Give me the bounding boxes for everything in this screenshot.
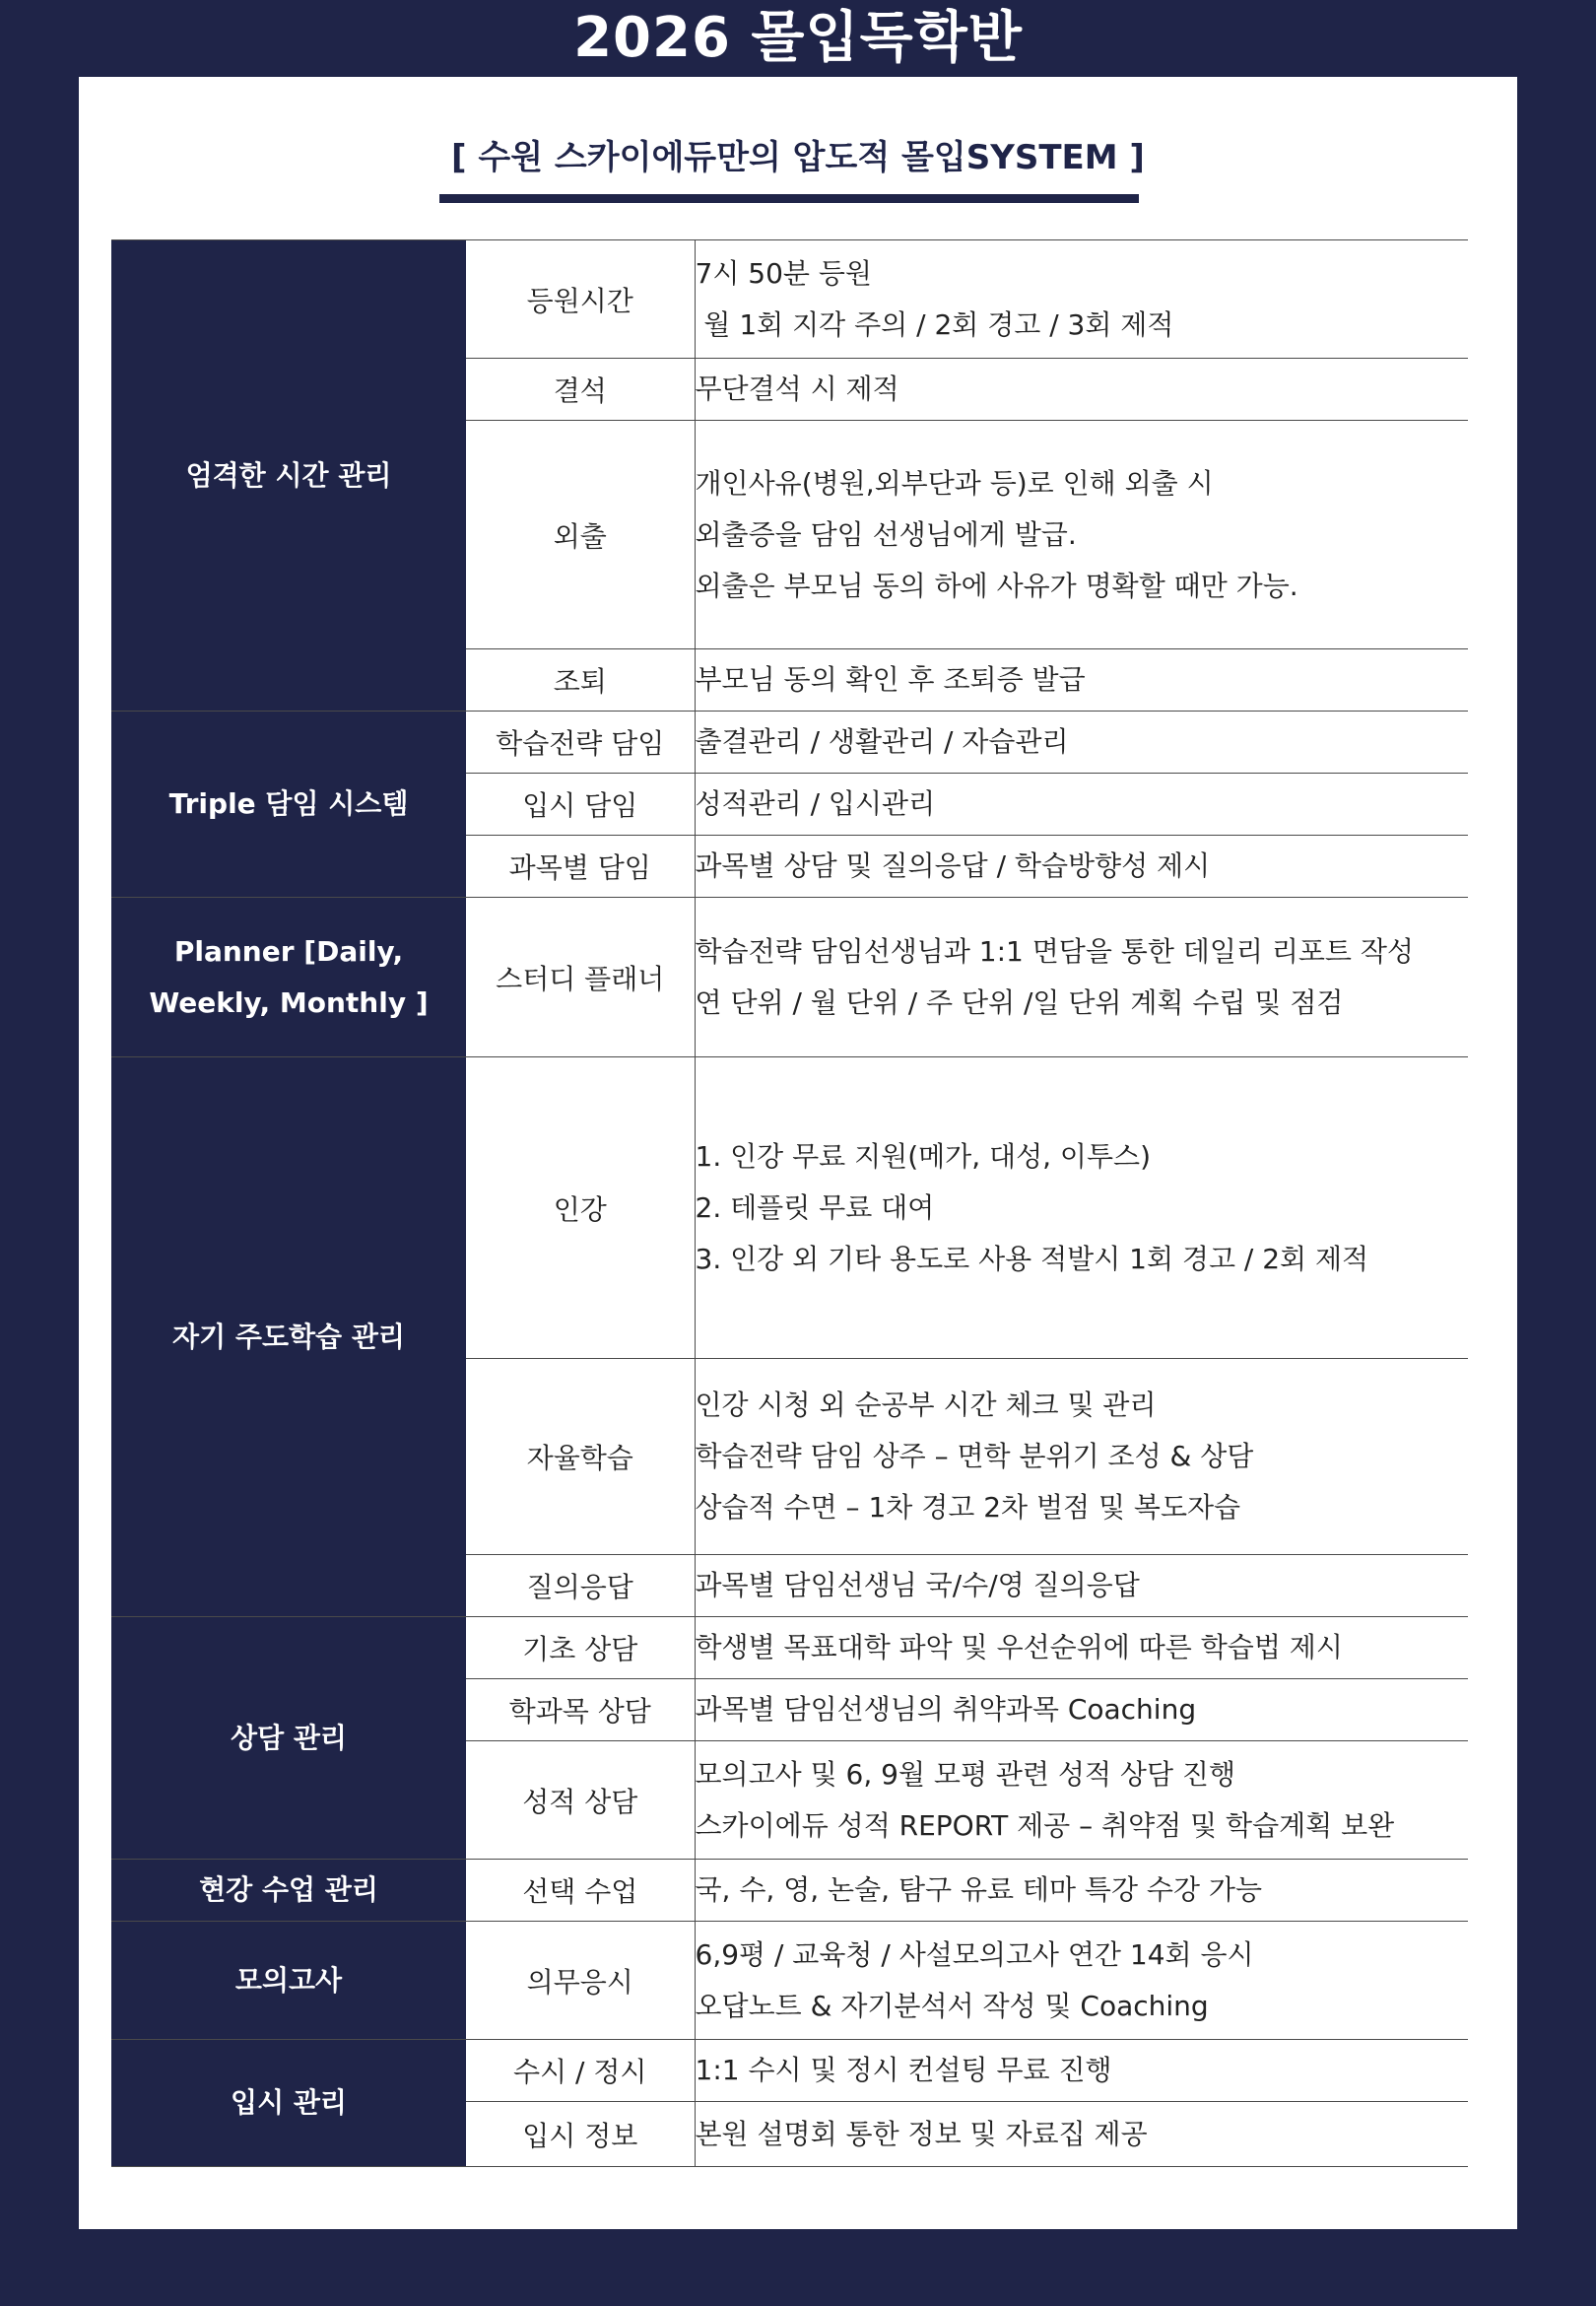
table-row xyxy=(111,1057,1468,1359)
category-self-study: 자기 주도학습 관리 xyxy=(111,1057,466,1617)
row-description: 모의고사 및 6, 9월 모평 관련 성적 상담 진행 스카이에듀 성적 REPORT 제공 – 취약점 및 학습계획 보완 xyxy=(695,1741,1468,1860)
table-row xyxy=(111,1922,1468,2040)
row-label: 성적 상담 xyxy=(466,1741,695,1860)
system-table xyxy=(111,239,1468,2167)
row-description: 본원 설명회 통한 정보 및 자료집 제공 xyxy=(695,2102,1468,2167)
category-counsel: 상담 관리 xyxy=(111,1617,466,1860)
row-description: 성적관리 / 입시관리 xyxy=(695,774,1468,836)
row-description: 과목별 상담 및 질의응답 / 학습방향성 제시 xyxy=(695,836,1468,898)
row-description: 학습전략 담임선생님과 1:1 면담을 통한 데일리 리포트 작성 연 단위 / 월 단위 / 주 단위 /일 단위 계획 수립 및 점검 xyxy=(695,898,1468,1057)
row-description: 6,9평 / 교육청 / 사설모의고사 연간 14회 응시 오답노트 & 자기분석서 작성 및 Coaching xyxy=(695,1922,1468,2040)
row-description: 1:1 수시 및 정시 컨설팅 무료 진행 xyxy=(695,2040,1468,2102)
row-label: 외출 xyxy=(466,421,695,649)
row-label: 조퇴 xyxy=(466,649,695,712)
row-label: 학습전략 담임 xyxy=(466,712,695,774)
row-label: 선택 수업 xyxy=(466,1860,695,1922)
category-admission: 입시 관리 xyxy=(111,2040,466,2167)
category-live-class: 현강 수업 관리 xyxy=(111,1860,466,1922)
row-label: 질의응답 xyxy=(466,1555,695,1617)
row-description: 과목별 담임선생님의 취약과목 Coaching xyxy=(695,1679,1468,1741)
row-description: 7시 50분 등원 월 1회 지각 주의 / 2회 경고 / 3회 제적 xyxy=(695,240,1468,359)
row-description: 국, 수, 영, 논술, 탐구 유료 테마 특강 수강 가능 xyxy=(695,1860,1468,1922)
row-description: 인강 시청 외 순공부 시간 체크 및 관리 학습전략 담임 상주 – 면학 분위기 조성 & 상담 상습적 수면 – 1차 경고 2차 벌점 및 복도자습 xyxy=(695,1359,1468,1555)
table-row xyxy=(111,240,1468,359)
table-row xyxy=(111,898,1468,1057)
row-label: 과목별 담임 xyxy=(466,836,695,898)
row-description: 무단결석 시 제적 xyxy=(695,359,1468,421)
row-label: 의무응시 xyxy=(466,1922,695,2040)
category-planner: Planner [Daily, Weekly, Monthly ] xyxy=(111,898,466,1057)
row-label: 자율학습 xyxy=(466,1359,695,1555)
row-label: 입시 정보 xyxy=(466,2102,695,2167)
table-row xyxy=(111,2040,1468,2102)
row-label: 등원시간 xyxy=(466,240,695,359)
row-label: 입시 담임 xyxy=(466,774,695,836)
row-label: 결석 xyxy=(466,359,695,421)
section-subtitle: [ 수원 스카이에듀만의 압도적 몰입SYSTEM ] xyxy=(451,138,1145,177)
subtitle-underline xyxy=(439,194,1139,203)
category-mock-exam: 모의고사 xyxy=(111,1922,466,2040)
table-row xyxy=(111,1617,1468,1679)
row-description: 학생별 목표대학 파악 및 우선순위에 따른 학습법 제시 xyxy=(695,1617,1468,1679)
category-time: 엄격한 시간 관리 xyxy=(111,240,466,712)
row-description: 1. 인강 무료 지원(메가, 대성, 이투스) 2. 테플릿 무료 대여 3. 인강 외 기타 용도로 사용 적발시 1회 경고 / 2회 제적 xyxy=(695,1057,1468,1359)
table-row xyxy=(111,712,1468,774)
row-label: 학과목 상담 xyxy=(466,1679,695,1741)
page-title: 2026 몰입독학반 xyxy=(573,6,1023,70)
row-description: 과목별 담임선생님 국/수/영 질의응답 xyxy=(695,1555,1468,1617)
content-card xyxy=(79,77,1517,2229)
row-description: 부모님 동의 확인 후 조퇴증 발급 xyxy=(695,649,1468,712)
table-row xyxy=(111,1860,1468,1922)
row-description: 출결관리 / 생활관리 / 자습관리 xyxy=(695,712,1468,774)
row-label: 수시 / 정시 xyxy=(466,2040,695,2102)
row-label: 스터디 플래너 xyxy=(466,898,695,1057)
row-label: 기초 상담 xyxy=(466,1617,695,1679)
row-label: 인강 xyxy=(466,1057,695,1359)
category-triple: Triple 담임 시스템 xyxy=(111,712,466,898)
row-description: 개인사유(병원,외부단과 등)로 인해 외출 시 외출증을 담임 선생님에게 발급. 외출은 부모님 동의 하에 사유가 명확할 때만 가능. xyxy=(695,421,1468,649)
